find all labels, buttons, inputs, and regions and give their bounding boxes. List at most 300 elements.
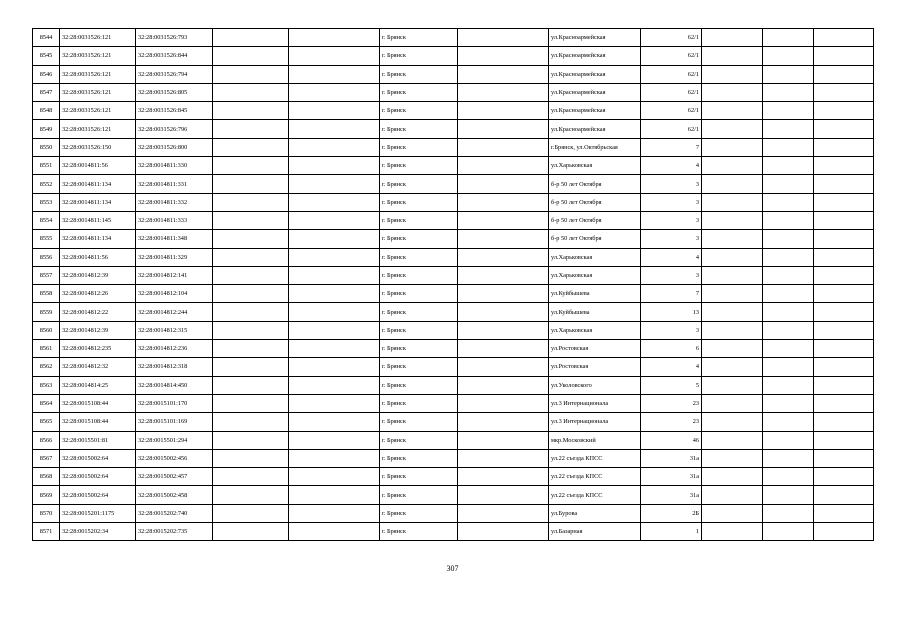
record-number-cell: 8547: [33, 83, 60, 101]
table-row: [33, 65, 874, 83]
empty-cell: [763, 340, 814, 358]
empty-cell: [458, 340, 549, 358]
table-row: [33, 523, 874, 541]
city-cell: г. Брянск: [380, 394, 458, 412]
city-cell: г. Брянск: [380, 413, 458, 431]
house-number-cell: 3: [641, 211, 702, 229]
object-number-cell: 32:28:0015002:456: [136, 449, 213, 467]
parcel-number-cell: 32:28:0031526:121: [60, 65, 136, 83]
empty-cell: [702, 486, 763, 504]
parcel-number-cell: 32:28:0031526:121: [60, 102, 136, 120]
city-cell: г. Брянск: [380, 193, 458, 211]
city-cell: г. Брянск: [380, 47, 458, 65]
house-number-cell: 62/1: [641, 65, 702, 83]
record-number-cell: 8567: [33, 449, 60, 467]
empty-cell: [458, 83, 549, 101]
empty-cell: [289, 248, 380, 266]
object-number-cell: 32:28:0014811:333: [136, 211, 213, 229]
record-number-cell: 8563: [33, 376, 60, 394]
parcel-number-cell: 32:28:0014811:134: [60, 175, 136, 193]
empty-cell: [702, 83, 763, 101]
city-cell: г. Брянск: [380, 138, 458, 156]
empty-cell: [814, 431, 874, 449]
registry-table: [32, 28, 874, 541]
table-row: [33, 431, 874, 449]
street-cell: ул.Красноармейская: [549, 102, 641, 120]
empty-cell: [702, 285, 763, 303]
house-number-cell: 31а: [641, 486, 702, 504]
empty-cell: [458, 157, 549, 175]
table-row: [33, 211, 874, 229]
city-cell: г. Брянск: [380, 358, 458, 376]
empty-cell: [458, 193, 549, 211]
empty-cell: [213, 47, 289, 65]
empty-cell: [289, 321, 380, 339]
object-number-cell: 32:28:0031526:800: [136, 138, 213, 156]
street-cell: ул.Красноармейская: [549, 120, 641, 138]
empty-cell: [702, 468, 763, 486]
empty-cell: [814, 193, 874, 211]
empty-cell: [213, 211, 289, 229]
empty-cell: [458, 102, 549, 120]
empty-cell: [213, 83, 289, 101]
city-cell: г. Брянск: [380, 65, 458, 83]
object-number-cell: 32:28:0031526:845: [136, 102, 213, 120]
street-cell: б-р 50 лет Октября: [549, 175, 641, 193]
empty-cell: [763, 157, 814, 175]
empty-cell: [763, 523, 814, 541]
empty-cell: [213, 303, 289, 321]
empty-cell: [458, 47, 549, 65]
empty-cell: [458, 138, 549, 156]
empty-cell: [289, 193, 380, 211]
empty-cell: [213, 504, 289, 522]
record-number-cell: 8544: [33, 29, 60, 47]
city-cell: г. Брянск: [380, 175, 458, 193]
empty-cell: [814, 175, 874, 193]
empty-cell: [213, 138, 289, 156]
house-number-cell: 2Б: [641, 504, 702, 522]
empty-cell: [289, 138, 380, 156]
empty-cell: [763, 29, 814, 47]
record-number-cell: 8566: [33, 431, 60, 449]
city-cell: г. Брянск: [380, 83, 458, 101]
empty-cell: [702, 523, 763, 541]
empty-cell: [702, 102, 763, 120]
empty-cell: [213, 175, 289, 193]
empty-cell: [458, 303, 549, 321]
empty-cell: [702, 340, 763, 358]
parcel-number-cell: 32:28:0015202:34: [60, 523, 136, 541]
city-cell: г. Брянск: [380, 285, 458, 303]
object-number-cell: 32:28:0014812:318: [136, 358, 213, 376]
city-cell: г. Брянск: [380, 523, 458, 541]
object-number-cell: 32:28:0031526:796: [136, 120, 213, 138]
empty-cell: [213, 468, 289, 486]
empty-cell: [763, 376, 814, 394]
object-number-cell: 32:28:0014812:244: [136, 303, 213, 321]
empty-cell: [213, 394, 289, 412]
empty-cell: [702, 358, 763, 376]
record-number-cell: 8564: [33, 394, 60, 412]
record-number-cell: 8549: [33, 120, 60, 138]
empty-cell: [289, 230, 380, 248]
empty-cell: [289, 303, 380, 321]
empty-cell: [289, 120, 380, 138]
empty-cell: [702, 321, 763, 339]
empty-cell: [289, 29, 380, 47]
empty-cell: [763, 47, 814, 65]
empty-cell: [814, 504, 874, 522]
house-number-cell: 3: [641, 266, 702, 284]
city-cell: г. Брянск: [380, 321, 458, 339]
empty-cell: [213, 65, 289, 83]
empty-cell: [814, 65, 874, 83]
empty-cell: [814, 230, 874, 248]
empty-cell: [702, 175, 763, 193]
city-cell: г. Брянск: [380, 230, 458, 248]
empty-cell: [458, 230, 549, 248]
empty-cell: [289, 157, 380, 175]
parcel-number-cell: 32:28:0015108:44: [60, 394, 136, 412]
object-number-cell: 32:28:0014811:331: [136, 175, 213, 193]
table-row: [33, 47, 874, 65]
record-number-cell: 8556: [33, 248, 60, 266]
object-number-cell: 32:28:0014814:450: [136, 376, 213, 394]
empty-cell: [763, 468, 814, 486]
empty-cell: [763, 266, 814, 284]
object-number-cell: 32:28:0015101:170: [136, 394, 213, 412]
table-row: [33, 230, 874, 248]
empty-cell: [702, 193, 763, 211]
empty-cell: [289, 394, 380, 412]
record-number-cell: 8565: [33, 413, 60, 431]
empty-cell: [213, 285, 289, 303]
table-body: [33, 29, 874, 541]
street-cell: г.Брянск, ул.Октябрьская: [549, 138, 641, 156]
empty-cell: [814, 394, 874, 412]
empty-cell: [458, 285, 549, 303]
empty-cell: [814, 138, 874, 156]
object-number-cell: 32:28:0014812:315: [136, 321, 213, 339]
city-cell: г. Брянск: [380, 303, 458, 321]
empty-cell: [763, 175, 814, 193]
empty-cell: [213, 523, 289, 541]
empty-cell: [289, 285, 380, 303]
empty-cell: [702, 376, 763, 394]
empty-cell: [702, 211, 763, 229]
empty-cell: [213, 230, 289, 248]
empty-cell: [702, 266, 763, 284]
house-number-cell: 13: [641, 303, 702, 321]
city-cell: г. Брянск: [380, 248, 458, 266]
house-number-cell: 23: [641, 394, 702, 412]
empty-cell: [458, 413, 549, 431]
table-row: [33, 248, 874, 266]
parcel-number-cell: 32:28:0014811:134: [60, 193, 136, 211]
object-number-cell: 32:28:0014811:348: [136, 230, 213, 248]
empty-cell: [814, 47, 874, 65]
table-row: [33, 449, 874, 467]
empty-cell: [458, 248, 549, 266]
table-row: [33, 29, 874, 47]
empty-cell: [702, 449, 763, 467]
table-row: [33, 102, 874, 120]
object-number-cell: 32:28:0015101:169: [136, 413, 213, 431]
house-number-cell: 4: [641, 248, 702, 266]
street-cell: ул.Куйбышева: [549, 303, 641, 321]
record-number-cell: 8555: [33, 230, 60, 248]
object-number-cell: 32:28:0014811:332: [136, 193, 213, 211]
city-cell: г. Брянск: [380, 29, 458, 47]
parcel-number-cell: 32:28:0014814:25: [60, 376, 136, 394]
empty-cell: [763, 248, 814, 266]
empty-cell: [763, 504, 814, 522]
empty-cell: [763, 431, 814, 449]
street-cell: ул.3 Интернационала: [549, 413, 641, 431]
record-number-cell: 8553: [33, 193, 60, 211]
object-number-cell: 32:28:0015202:735: [136, 523, 213, 541]
empty-cell: [213, 193, 289, 211]
record-number-cell: 8554: [33, 211, 60, 229]
empty-cell: [289, 175, 380, 193]
parcel-number-cell: 32:28:0015002:64: [60, 449, 136, 467]
empty-cell: [289, 102, 380, 120]
empty-cell: [763, 230, 814, 248]
empty-cell: [458, 266, 549, 284]
house-number-cell: 3: [641, 321, 702, 339]
street-cell: б-р 50 лет Октября: [549, 230, 641, 248]
parcel-number-cell: 32:28:0014812:32: [60, 358, 136, 376]
table-row: [33, 394, 874, 412]
record-number-cell: 8571: [33, 523, 60, 541]
parcel-number-cell: 32:28:0014811:134: [60, 230, 136, 248]
object-number-cell: 32:28:0031526:793: [136, 29, 213, 47]
empty-cell: [289, 449, 380, 467]
empty-cell: [213, 413, 289, 431]
table-row: [33, 83, 874, 101]
empty-cell: [458, 321, 549, 339]
house-number-cell: 62/1: [641, 120, 702, 138]
table-row: [33, 340, 874, 358]
empty-cell: [763, 138, 814, 156]
street-cell: ул.Уколовского: [549, 376, 641, 394]
empty-cell: [458, 468, 549, 486]
street-cell: б-р 50 лет Октября: [549, 211, 641, 229]
parcel-number-cell: 32:28:0015201:1175: [60, 504, 136, 522]
street-cell: ул.22 съезда КПСС: [549, 449, 641, 467]
table-row: [33, 266, 874, 284]
empty-cell: [814, 321, 874, 339]
house-number-cell: 31а: [641, 449, 702, 467]
empty-cell: [213, 321, 289, 339]
house-number-cell: 3: [641, 193, 702, 211]
empty-cell: [458, 175, 549, 193]
house-number-cell: 31а: [641, 468, 702, 486]
parcel-number-cell: 32:28:0015108:44: [60, 413, 136, 431]
street-cell: ул.Куйбышева: [549, 285, 641, 303]
empty-cell: [289, 413, 380, 431]
house-number-cell: 7: [641, 138, 702, 156]
object-number-cell: 32:28:0015002:457: [136, 468, 213, 486]
record-number-cell: 8561: [33, 340, 60, 358]
empty-cell: [213, 266, 289, 284]
empty-cell: [213, 340, 289, 358]
parcel-number-cell: 32:28:0014812:26: [60, 285, 136, 303]
empty-cell: [702, 120, 763, 138]
table-row: [33, 285, 874, 303]
house-number-cell: 23: [641, 413, 702, 431]
empty-cell: [814, 120, 874, 138]
street-cell: ул.Харьковская: [549, 321, 641, 339]
empty-cell: [458, 486, 549, 504]
empty-cell: [458, 358, 549, 376]
city-cell: г. Брянск: [380, 468, 458, 486]
empty-cell: [458, 449, 549, 467]
record-number-cell: 8558: [33, 285, 60, 303]
parcel-number-cell: 32:28:0015002:64: [60, 486, 136, 504]
street-cell: ул.Красноармейская: [549, 83, 641, 101]
empty-cell: [213, 29, 289, 47]
object-number-cell: 32:28:0014811:329: [136, 248, 213, 266]
record-number-cell: 8546: [33, 65, 60, 83]
empty-cell: [289, 358, 380, 376]
empty-cell: [458, 504, 549, 522]
record-number-cell: 8557: [33, 266, 60, 284]
empty-cell: [814, 358, 874, 376]
object-number-cell: 32:28:0015501:294: [136, 431, 213, 449]
empty-cell: [763, 358, 814, 376]
empty-cell: [763, 394, 814, 412]
street-cell: ул.3 Интернационала: [549, 394, 641, 412]
parcel-number-cell: 32:28:0031526:121: [60, 29, 136, 47]
street-cell: ул.22 съезда КПСС: [549, 468, 641, 486]
empty-cell: [458, 376, 549, 394]
record-number-cell: 8570: [33, 504, 60, 522]
parcel-number-cell: 32:28:0031526:121: [60, 120, 136, 138]
empty-cell: [763, 120, 814, 138]
house-number-cell: 4: [641, 157, 702, 175]
empty-cell: [763, 285, 814, 303]
empty-cell: [763, 413, 814, 431]
record-number-cell: 8562: [33, 358, 60, 376]
empty-cell: [458, 431, 549, 449]
empty-cell: [213, 157, 289, 175]
record-number-cell: 8551: [33, 157, 60, 175]
empty-cell: [814, 29, 874, 47]
empty-cell: [702, 394, 763, 412]
house-number-cell: 62/1: [641, 102, 702, 120]
street-cell: ул.Харьковская: [549, 266, 641, 284]
empty-cell: [458, 65, 549, 83]
city-cell: г. Брянск: [380, 120, 458, 138]
object-number-cell: 32:28:0014811:330: [136, 157, 213, 175]
empty-cell: [289, 504, 380, 522]
empty-cell: [814, 266, 874, 284]
empty-cell: [702, 157, 763, 175]
empty-cell: [702, 47, 763, 65]
record-number-cell: 8569: [33, 486, 60, 504]
empty-cell: [814, 486, 874, 504]
empty-cell: [289, 266, 380, 284]
city-cell: г. Брянск: [380, 431, 458, 449]
street-cell: ул.Красноармейская: [549, 47, 641, 65]
empty-cell: [763, 102, 814, 120]
empty-cell: [213, 358, 289, 376]
object-number-cell: 32:28:0014812:236: [136, 340, 213, 358]
empty-cell: [702, 138, 763, 156]
empty-cell: [702, 65, 763, 83]
parcel-number-cell: 32:28:0031526:121: [60, 47, 136, 65]
object-number-cell: 32:28:0015002:458: [136, 486, 213, 504]
record-number-cell: 8548: [33, 102, 60, 120]
parcel-number-cell: 32:28:0014811:56: [60, 157, 136, 175]
house-number-cell: 5: [641, 376, 702, 394]
city-cell: г. Брянск: [380, 157, 458, 175]
table-row: [33, 193, 874, 211]
empty-cell: [213, 120, 289, 138]
table-row: [33, 175, 874, 193]
empty-cell: [458, 211, 549, 229]
object-number-cell: 32:28:0014812:104: [136, 285, 213, 303]
parcel-number-cell: 32:28:0014812:39: [60, 321, 136, 339]
street-cell: ул.Харьковская: [549, 157, 641, 175]
empty-cell: [814, 211, 874, 229]
empty-cell: [814, 285, 874, 303]
table-row: [33, 321, 874, 339]
empty-cell: [289, 340, 380, 358]
empty-cell: [458, 394, 549, 412]
city-cell: г. Брянск: [380, 211, 458, 229]
house-number-cell: 62/1: [641, 83, 702, 101]
street-cell: мкр.Московский: [549, 431, 641, 449]
empty-cell: [702, 248, 763, 266]
empty-cell: [289, 65, 380, 83]
empty-cell: [458, 120, 549, 138]
empty-cell: [289, 468, 380, 486]
empty-cell: [763, 193, 814, 211]
empty-cell: [702, 504, 763, 522]
house-number-cell: 3: [641, 230, 702, 248]
table-row: [33, 138, 874, 156]
table-row: [33, 157, 874, 175]
record-number-cell: 8568: [33, 468, 60, 486]
city-cell: г. Брянск: [380, 340, 458, 358]
street-cell: ул.Красноармейская: [549, 29, 641, 47]
record-number-cell: 8552: [33, 175, 60, 193]
empty-cell: [702, 413, 763, 431]
record-number-cell: 8559: [33, 303, 60, 321]
empty-cell: [213, 248, 289, 266]
house-number-cell: 62/1: [641, 29, 702, 47]
empty-cell: [763, 211, 814, 229]
city-cell: г. Брянск: [380, 504, 458, 522]
empty-cell: [702, 303, 763, 321]
house-number-cell: 62/1: [641, 47, 702, 65]
empty-cell: [763, 303, 814, 321]
empty-cell: [702, 29, 763, 47]
empty-cell: [763, 65, 814, 83]
street-cell: ул.22 съезда КПСС: [549, 486, 641, 504]
object-number-cell: 32:28:0031526:844: [136, 47, 213, 65]
city-cell: г. Брянск: [380, 266, 458, 284]
parcel-number-cell: 32:28:0014811:56: [60, 248, 136, 266]
street-cell: ул.Харьковская: [549, 248, 641, 266]
empty-cell: [289, 47, 380, 65]
empty-cell: [289, 83, 380, 101]
object-number-cell: 32:28:0031526:794: [136, 65, 213, 83]
house-number-cell: 46: [641, 431, 702, 449]
